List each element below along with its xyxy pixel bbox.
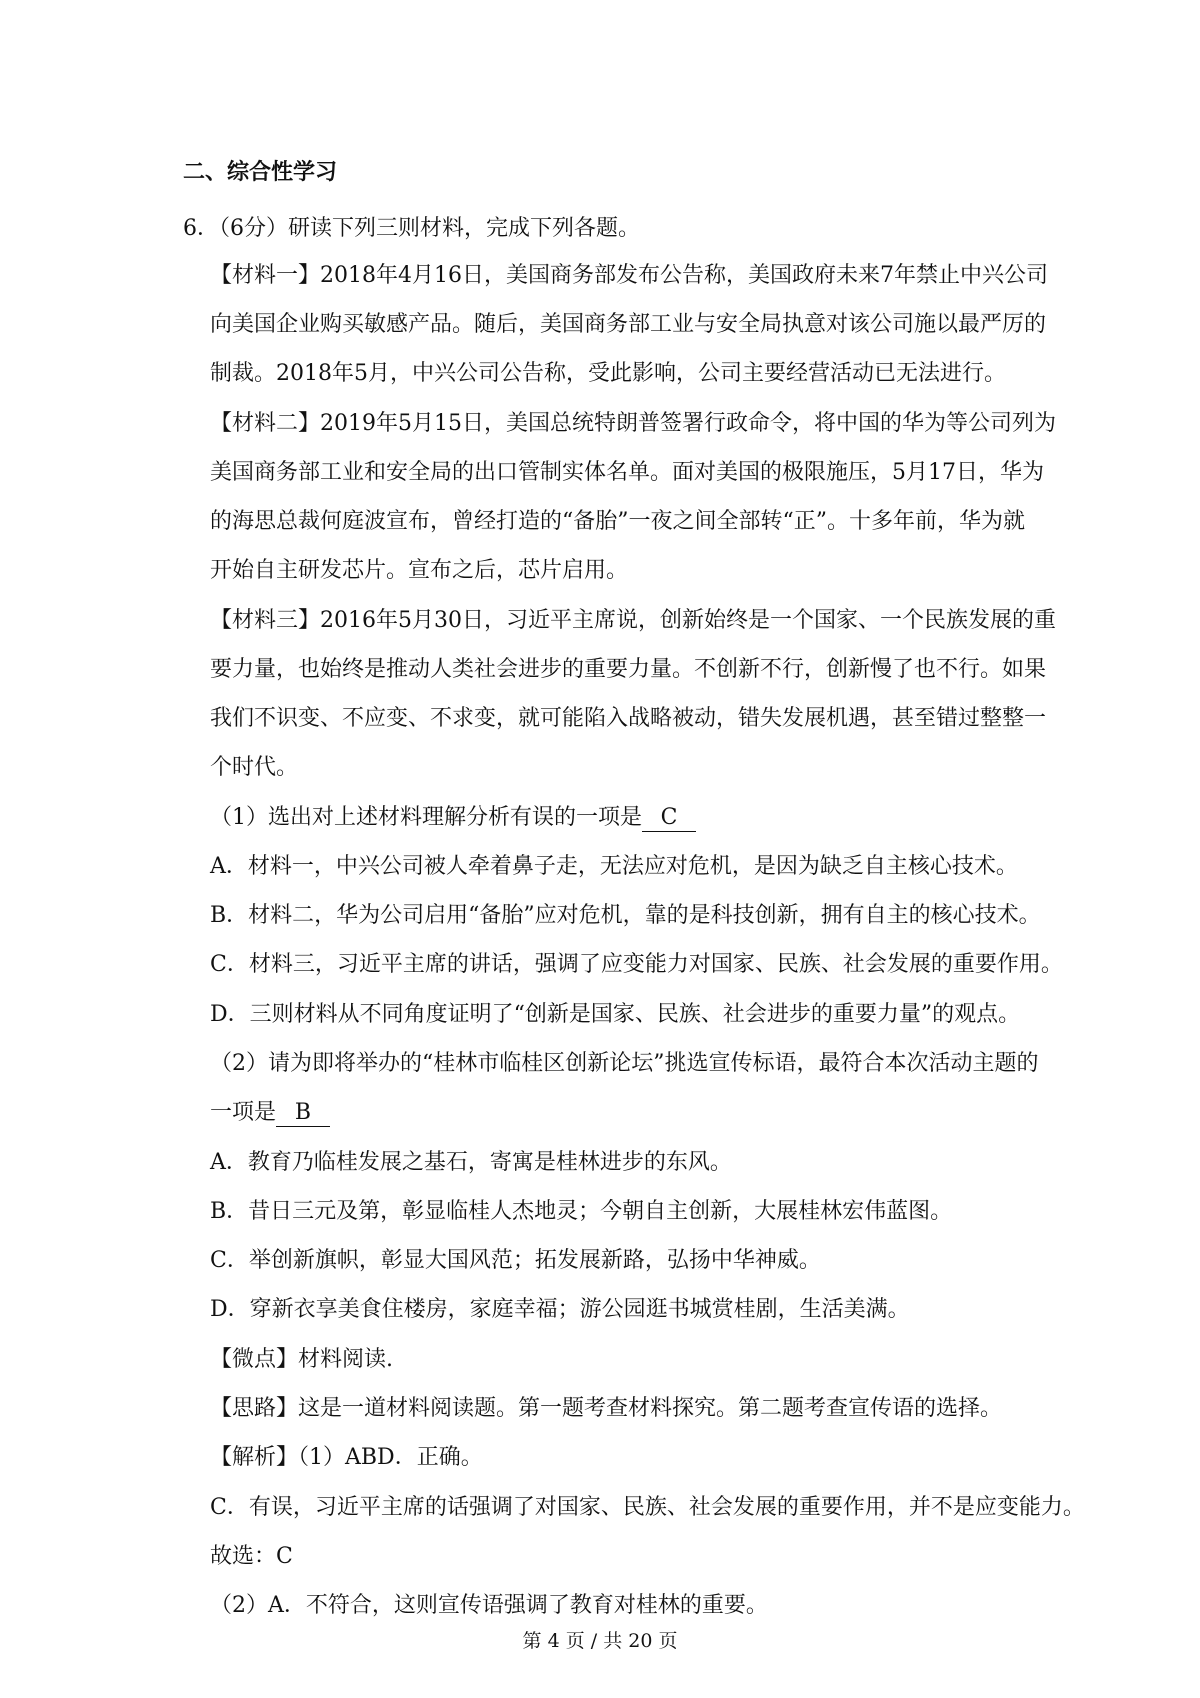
- material3-line: 我们不识变、不应变、不求变，就可能陷入战略被动，错失发展机遇，甚至错过整整一: [210, 706, 1047, 731]
- material3-line: 要力量，也始终是推动人类社会进步的重要力量。不创新不行，创新慢了也不行。如果: [210, 657, 1047, 682]
- question-stem: 6．（6分）研读下列三则材料，完成下列各题。: [183, 216, 640, 241]
- sub1-prompt-text: （1）选出对上述材料理解分析有误的一项是: [210, 805, 642, 830]
- material3-line: 个时代。: [210, 755, 299, 780]
- analysis-explain: 故选：C: [210, 1544, 293, 1569]
- sub1-option-c: C．材料三，习近平主席的讲话，强调了应变能力对国家、民族、社会发展的重要作用。: [210, 952, 1063, 977]
- material1-line: 制裁。2018年5月，中兴公司公告称，受此影响，公司主要经营活动已无法进行。: [210, 361, 1006, 386]
- sub2-answer: B: [276, 1100, 330, 1127]
- material2-line: 的海思总裁何庭波宣布，曾经打造的“备胎”一夜之间全部转“正”。十多年前，华为就: [210, 509, 1025, 534]
- sub2-prompt-line1: （2）请为即将举办的“桂林市临桂区创新论坛”挑选宣传标语，最符合本次活动主题的: [210, 1051, 1039, 1076]
- sub2-option-d: D．穿新衣享美食住楼房，家庭幸福；游公园逛书城赏桂剧，生活美满。: [210, 1297, 910, 1322]
- sub1-option-d: D．三则材料从不同角度证明了“创新是国家、民族、社会进步的重要力量”的观点。: [210, 1002, 1021, 1027]
- section-title: 二、综合性学习: [183, 159, 338, 185]
- sub2-prompt-text: 一项是: [210, 1100, 277, 1125]
- sub2-option-b: B．昔日三元及第，彰显临桂人杰地灵；今朝自主创新，大展桂林宏伟蓝图。: [210, 1199, 953, 1224]
- analysis-explain: C．有误，习近平主席的话强调了对国家、民族、社会发展的重要作用，并不是应变能力。: [210, 1495, 1085, 1520]
- material2-line: 美国商务部工业和安全局的出口管制实体名单。面对美国的极限施压，5月17日，华为: [210, 460, 1044, 485]
- material1-line: 向美国企业购买敏感产品。随后，美国商务部工业与安全局执意对该公司施以最严厉的: [210, 312, 1047, 337]
- sub1-option-b: B．材料二，华为公司启用“备胎”应对危机，靠的是科技创新，拥有自主的核心技术。: [210, 903, 1041, 928]
- analysis-point: 【微点】材料阅读.: [210, 1347, 393, 1372]
- sub1-answer: C: [642, 805, 696, 832]
- material1-line: 【材料一】2018年4月16日，美国商务部发布公告称，美国政府未来7年禁止中兴公司: [210, 263, 1048, 288]
- analysis-explain: 【解析】（1）ABD．正确。: [210, 1445, 483, 1470]
- material2-line: 开始自主研发芯片。宣布之后，芯片启用。: [210, 558, 629, 583]
- page-footer: 第 4 页 / 共 20 页: [522, 1630, 678, 1652]
- sub2-option-a: A．教育乃临桂发展之基石，寄寓是桂林进步的东风。: [210, 1150, 732, 1175]
- material3-line: 【材料三】2016年5月30日，习近平主席说，创新始终是一个国家、一个民族发展的重: [210, 608, 1056, 633]
- analysis-idea: 【思路】这是一道材料阅读题。第一题考查材料探究。第二题考查宣传语的选择。: [210, 1396, 1003, 1421]
- sub2-option-c: C．举创新旗帜，彰显大国风范；拓发展新路，弘扬中华神威。: [210, 1248, 821, 1273]
- analysis-explain: （2）A．不符合，这则宣传语强调了教育对桂林的重要。: [210, 1593, 768, 1618]
- material2-line: 【材料二】2019年5月15日，美国总统特朗普签署行政命令，将中国的华为等公司列为: [210, 411, 1056, 436]
- sub1-option-a: A．材料一，中兴公司被人牵着鼻子走，无法应对危机，是因为缺乏自主核心技术。: [210, 854, 1018, 879]
- sub2-prompt-line2: [210, 1098, 330, 1128]
- sub1-prompt: [210, 803, 696, 833]
